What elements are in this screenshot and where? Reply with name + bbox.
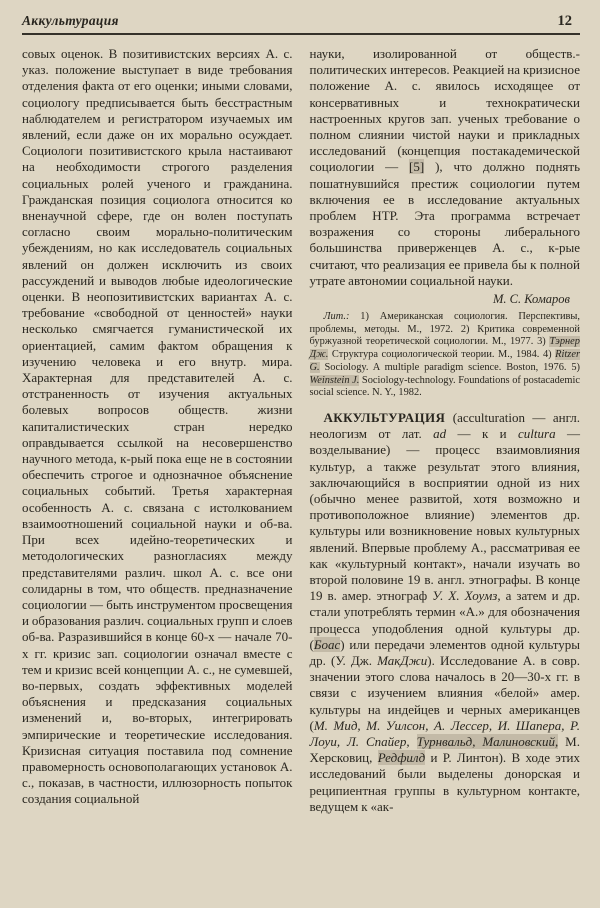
literature-references: Лит.: 1) Американская социология. Перспективы, проблемы, методы. М., 1972. 2) Критика современной буржуазной теоретической социологии. М., 1977. 3) Тэрнер Дж. Структура социологической теории. М., 1984. 4) Ritzer G. Sociology. A multiple paradigm science. Boston, 1976. 5) Weinstein J. Sociology-technology. Foundations of postacademic social science. N. Y., 1982.	[309, 311, 580, 399]
author-signature: М. С. Комаров	[492, 292, 570, 307]
header-rule	[22, 33, 580, 35]
article-continuation-right: науки, изолированной от обществ.-политических интересов. Реакцией на кризисное положение А. с. явилось исходящее от консервативных и технократически настроенных кругов зап. ученых требование о полном слиянии чистой науки и прикладных исследований (концепция постакадемической социологии — [5] ), что должно поднять пошатнувшийся престиж социологии путем включения ее в исследование актуальных проблем НТР. Эта программа встречает возражения со стороны либерального большинства приверженцев А. с., к-рые считают, что реализация ее привела бы к полной утрате автономии социальной науки.	[309, 46, 580, 288]
entry-body: (acculturation — англ. неологизм от лат. ad — к и cultura — возделывание) — процесс взаимовлияния культур, а также результат этого влияния, заключающийся в восприятии одной из них (обычно менее развитой, хотя возможно и противоположное влияние) элементов др. культуры или возникновение новых культурных явлений. Впервые проблему А., рассматривая ее как «культурный контакт», начали изучать во второй половине 19 в. англ. этнографы. В конце 19 в. амер. этнограф У. Х. Хоумз, а затем и др. стали употреблять термин «А.» для обозначения процесса уподобления одной культуры др. (Боас) или передачи элементов одной культуры др. (У. Дж. МакДжи). Исследование А. в совр. значении этого слова началось в 20—30-х гг. в связи с изучением влияния «белой» амер. культуры на индейцев и черных американцев (М. Мид, М. Уилсон, А. Лессер, И. Шапера, Р. Лоуи, Л. Спайер, Турнвальд, Малиновский, М. Херсковиц, Редфилд и Р. Линтон). В ходе этих исследований были выделены донорская и реципиентная группы в культурном контакте, ведущем к «ак-	[309, 409, 581, 814]
text-columns	[22, 46, 580, 815]
entry-acculturation	[310, 410, 581, 815]
running-header	[22, 13, 580, 30]
page-number: 12	[557, 13, 572, 29]
running-title: Аккультурация	[22, 13, 119, 28]
left-column	[22, 46, 293, 815]
article-continuation-left: совых оценок. В позитивистских версиях А. с. указ. положение выступает в виде требования отделения факта от его оценки; иными словами, социологу предписывается быть бесстрастным наблюдателем и регистратором изучаемых им явлений, если даже он их морально осуждает. Социологи позитивистского крыла настаивают на необходимости строгого разделения социальных ролей ученого и гражданина. Гражданская позиция социолога относится ко вненаучной сфере, где он волен поступать согласно своим морально-политическим убеждениям, но как исследователь социальных явлений он должен исключить из своих рассуждений и выводов любые идеологические оценки. В неопозитивистских вариантах А. с. требование «свободной от ценностей» науки несколько смягчается гуманистической их ориентацией, самим фактом обращения к изучению человека и его внутр. мира. Характерная для представителей А. с. отстраненность от изучения актуальных болевых вопросов обществ. жизни капиталистических стран нередко оправдывается ссылкой на несовершенство научного метода, к-рый пока еще не в состоянии обеспечить строгое и однозначное объяснение социальных событий. Третья характерная особенность А. с. связана с истолкованием взаимоотношений социальной науки и об-ва. При всех идейно-теоретических и методологических разногласиях между представителями различ. школ А. с. все они солидарны в том, что обществ. предназначение социологии — быть инструментом просвещения и образования различ. социальных групп и слоев об-ва. Разразившийся в конце 60-х — начале 70-х гг. кризис зап. социологии означал вместе с тем и кризис всей концепции А. с., не сумевшей, во-первых, создать эффективных моделей объяснения и предсказания социальных изменений и, во-вторых, интегрировать эмпирические и теоретические исследования. Кризисная ситуация поставила под сомнение правомерность основополагающих установок А. с., показав, в частности, иллюзорность попыток создания социальной	[22, 46, 293, 807]
entry-headword: АККУЛЬТУРАЦИЯ	[323, 409, 446, 425]
right-column	[310, 46, 581, 815]
